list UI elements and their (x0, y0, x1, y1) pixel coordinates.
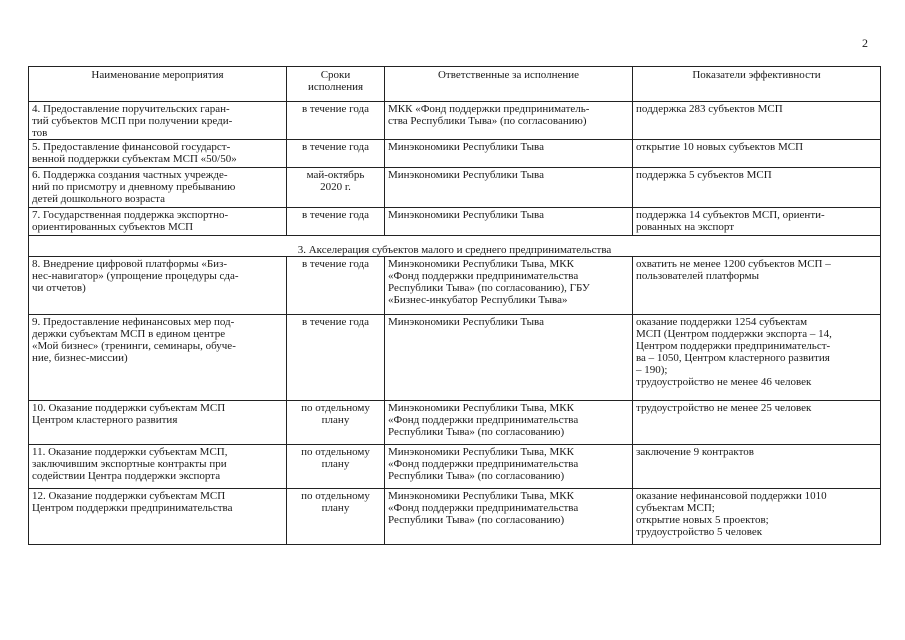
kpi: открытие 10 новых субъектов МСП (633, 140, 881, 168)
table-row (29, 401, 881, 445)
responsible: Минэкономики Республики Тыва (385, 140, 633, 168)
table-row (29, 257, 881, 315)
table-row (29, 140, 881, 168)
deadline: по отдельному плану (287, 401, 385, 445)
table-row (29, 445, 881, 489)
page-number: 2 (862, 36, 868, 50)
kpi: поддержка 283 субъектов МСП (633, 102, 881, 140)
activities-table (28, 66, 881, 545)
kpi: охватить не менее 1200 субъектов МСП – пользователей платформы (633, 257, 881, 315)
table-row (29, 168, 881, 208)
header-activity-name: Наименование мероприятия (29, 67, 287, 102)
section-row (29, 236, 881, 257)
header-kpi: Показатели эффективности (633, 67, 881, 102)
responsible: Минэкономики Республики Тыва (385, 208, 633, 236)
deadline: в течение года (287, 257, 385, 315)
kpi: оказание поддержки 1254 субъектам МСП (Центром поддержки экспорта – 14, Центром поддержки предпринимательст- ва – 1050, Центром кластерного развития – 190); трудоустройство не менее 46 человек (633, 315, 881, 401)
activity-name: 6. Поддержка создания частных учрежде- ний по присмотру и дневному пребыванию детей дошкольного возраста (29, 168, 287, 208)
table-header-row (29, 67, 881, 102)
deadline: май-октябрь 2020 г. (287, 168, 385, 208)
kpi: заключение 9 контрактов (633, 445, 881, 489)
activity-name: 4. Предоставление поручительских гаран- тий субъектов МСП при получении креди- тов (29, 102, 287, 140)
deadline: по отдельному плану (287, 445, 385, 489)
kpi: поддержка 14 субъектов МСП, ориенти- рованных на экспорт (633, 208, 881, 236)
responsible: МКК «Фонд поддержки предприниматель- ства Республики Тыва» (по согласованию) (385, 102, 633, 140)
deadline: в течение года (287, 208, 385, 236)
header-responsible: Ответственные за исполнение (385, 67, 633, 102)
activity-name: 5. Предоставление финансовой государст- венной поддержки субъектам МСП «50/50» (29, 140, 287, 168)
responsible: Минэкономики Республики Тыва, МКК «Фонд поддержки предпринимательства Республики Тыва» (по согласованию) (385, 445, 633, 489)
table-row (29, 208, 881, 236)
header-deadline: Сроки исполнения (287, 67, 385, 102)
deadline: в течение года (287, 140, 385, 168)
activity-name: 7. Государственная поддержка экспортно- ориентированных субъектов МСП (29, 208, 287, 236)
deadline: по отдельному плану (287, 489, 385, 545)
kpi: оказание нефинансовой поддержки 1010 субъектам МСП; открытие новых 5 проектов; трудоустройство 5 человек (633, 489, 881, 545)
deadline: в течение года (287, 102, 385, 140)
responsible: Минэкономики Республики Тыва, МКК «Фонд поддержки предпринимательства Республики Тыва» (по согласованию) (385, 401, 633, 445)
responsible: Минэкономики Республики Тыва, МКК «Фонд поддержки предпринимательства Республики Тыва» (по согласованию) (385, 489, 633, 545)
responsible: Минэкономики Республики Тыва (385, 168, 633, 208)
activity-name: 10. Оказание поддержки субъектам МСП Центром кластерного развития (29, 401, 287, 445)
kpi: поддержка 5 субъектов МСП (633, 168, 881, 208)
deadline: в течение года (287, 315, 385, 401)
table-row (29, 102, 881, 140)
activity-name: 9. Предоставление нефинансовых мер под- держки субъектам МСП в едином центре «Мой бизнес» (тренинги, семинары, обуче- ние, бизнес-миссии) (29, 315, 287, 401)
section-title: 3. Акселерация субъектов малого и среднего предпринимательства (29, 236, 881, 257)
activity-name: 8. Внедрение цифровой платформы «Биз- нес-навигатор» (упрощение процедуры сда- чи отчетов) (29, 257, 287, 315)
activity-name: 12. Оказание поддержки субъектам МСП Центром поддержки предпринимательства (29, 489, 287, 545)
table-row (29, 489, 881, 545)
table-row (29, 315, 881, 401)
activity-name: 11. Оказание поддержки субъектам МСП, заключившим экспортные контракты при содействии Центра поддержки экспорта (29, 445, 287, 489)
kpi: трудоустройство не менее 25 человек (633, 401, 881, 445)
responsible: Минэкономики Республики Тыва (385, 315, 633, 401)
responsible: Минэкономики Республики Тыва, МКК «Фонд поддержки предпринимательства Республики Тыва» (по согласованию), ГБУ «Бизнес-инкубатор Республики Тыва» (385, 257, 633, 315)
